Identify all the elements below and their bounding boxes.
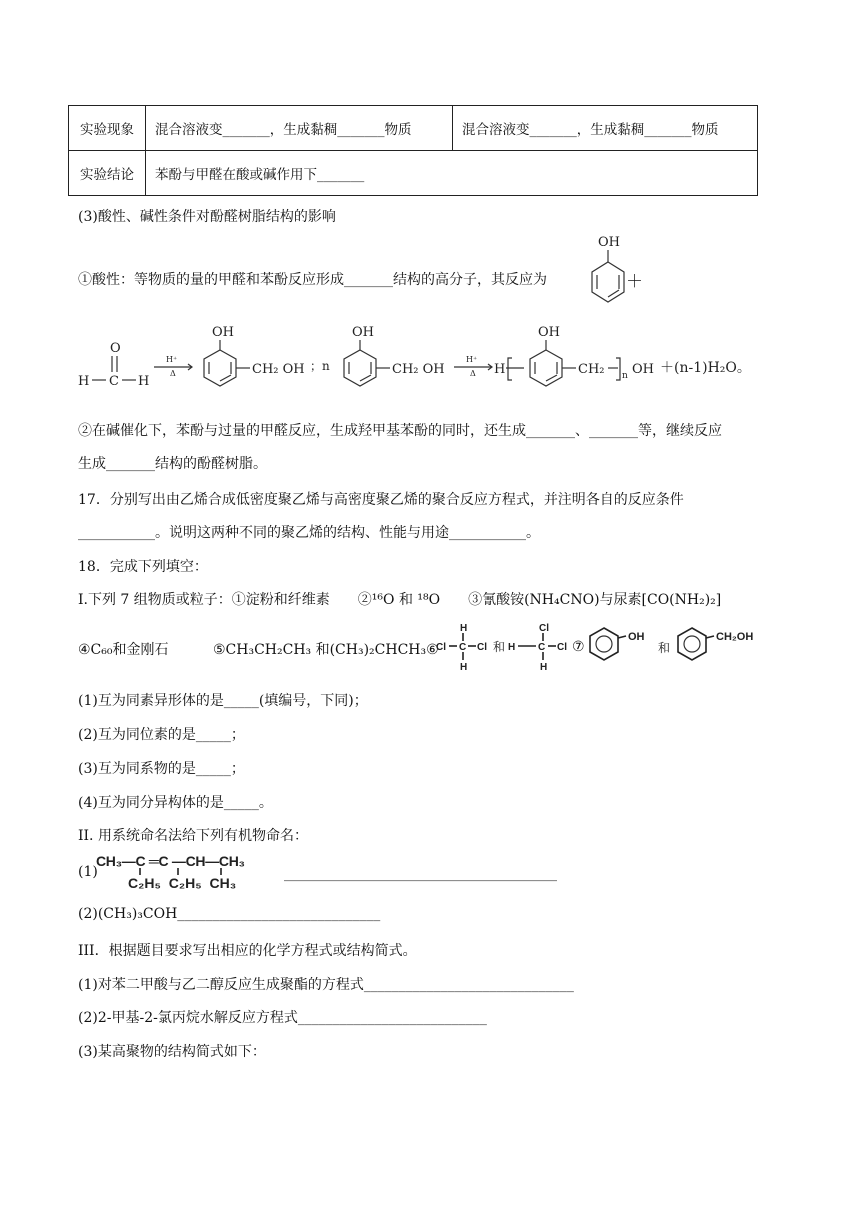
table-cell: 混合溶液变_______，生成黏稠_______物质 (453, 106, 758, 151)
formaldehyde-h-right: H (138, 374, 150, 389)
delta-label: Δ (470, 369, 476, 378)
experiment-table (68, 105, 758, 196)
struct-oh: OH (628, 631, 645, 643)
table-cell: 混合溶液变_______，生成黏稠_______物质 (146, 106, 453, 151)
q17-line2: ___________。说明这两种不同的聚乙烯的结构、性能与用途___________。 (78, 525, 540, 541)
struct-ch2oh: CH₂OH (716, 631, 754, 643)
part2-title: II. 用系统命名法给下列有机物命名： (78, 828, 308, 844)
struct-h: H (508, 642, 516, 653)
section-heading: (3)酸性、碱性条件对酚醛树脂结构的影响 (78, 209, 336, 225)
struct-cl: Cl (557, 642, 567, 653)
base-text-line2: 生成_______结构的酚醛树脂。 (78, 456, 267, 472)
q18-sub3: (3)互为同系物的是_____； (78, 761, 245, 777)
semicolon-n: ；n (310, 359, 330, 373)
equation-3: (3)某高聚物的结构简式如下： (78, 1044, 266, 1060)
struct-c: C (459, 642, 467, 653)
q18-title: 18．完成下列填空： (78, 559, 208, 575)
acid-text: ①酸性：等物质的量的甲醛和苯酚反应形成_______结构的高分子，其反应为 (78, 272, 547, 288)
part3-title: III．根据题目要求写出相应的化学方程式或结构简式。 (78, 943, 417, 959)
water-product: ＋(n-1)H₂O。 (660, 360, 751, 376)
oh-label: OH (352, 325, 374, 340)
table-cell: 苯酚与甲醛在酸或碱作用下_______ (146, 151, 758, 196)
formaldehyde-h-left: H (78, 374, 90, 389)
oh-label: OH (598, 235, 620, 250)
poly-oh: OH (632, 362, 654, 377)
row-header-conclusion: 实验结论 (69, 151, 146, 196)
struct-h: H (540, 662, 548, 673)
formaldehyde-o: O (110, 341, 121, 356)
delta-label: Δ (170, 369, 176, 378)
phenol-benzylalcohol-structure-icon (586, 622, 766, 666)
oh-label: OH (212, 325, 234, 340)
struct-cl: Cl (436, 642, 446, 653)
alkene-top: CH₃—C ═C —CH—CH₃ (96, 853, 245, 869)
naming-1-blank[interactable]: _______________________________________ (284, 866, 557, 882)
table-row (69, 151, 758, 196)
row-header-phenomenon: 实验现象 (69, 106, 146, 151)
ch2oh-label: CH₂ OH (252, 362, 305, 377)
alkene-bottom: C₂H₅ C₂H₅ CH₃ (128, 875, 237, 891)
q18-sub4: (4)互为同分异构体的是_____。 (78, 795, 273, 811)
struct-c: C (538, 642, 546, 653)
plus-sign: ＋ (626, 272, 643, 292)
item-7: ⑦ (572, 639, 585, 655)
item-4: ④C₆₀和金刚石 (78, 642, 169, 658)
struct-cl: Cl (477, 642, 487, 653)
table-row (69, 106, 758, 151)
and-word: 和 (658, 641, 671, 655)
struct-h: H (460, 623, 468, 634)
struct-h: H (460, 662, 468, 673)
and-word: 和 (493, 640, 506, 654)
naming-2: (2)(CH₃)₃COH_____________________________ (78, 906, 381, 922)
equation-2: (2)2-甲基-2-氯丙烷水解反应方程式___________________________ (78, 1010, 487, 1026)
svg-text:C: C (109, 374, 119, 389)
poly-ch2: CH₂ (578, 362, 605, 377)
catalyst-label: H⁺ (166, 355, 178, 364)
q18-sub1: (1)互为同素异形体的是_____(填编号，下同)； (78, 693, 368, 709)
poly-n: n (622, 371, 628, 381)
struct-cl: Cl (539, 623, 549, 634)
q18-sub2: (2)互为同位素的是_____； (78, 727, 245, 743)
alkene-structure-icon (96, 848, 286, 892)
base-text-line1: ②在碱催化下，苯酚与过量的甲醛反应，生成羟甲基苯酚的同时，还生成_______、_______等，继续反应 (78, 423, 722, 439)
poly-h: H (494, 362, 506, 377)
dichloromethane-structure-icon (436, 620, 576, 676)
oh-label: OH (538, 325, 560, 340)
item-5: ⑤CH₃CH₂CH₃ 和(CH₃)₂CHCH₃⑥ (213, 642, 439, 658)
ch2oh-label: CH₂ OH (392, 362, 445, 377)
q18-part1-intro: I.下列 7 组物质或粒子：①淀粉和纤维素 ②¹⁶O 和 ¹⁸O ③氰酸铵(NH₄CNO)与尿素[CO(NH₂)₂] (78, 592, 722, 608)
q17-line1: 17．分别写出由乙烯合成低密度聚乙烯与高密度聚乙烯的聚合反应方程式，并注明各自的反应条件 (78, 492, 684, 508)
naming-1-label: (1) (78, 864, 98, 880)
equation-1: (1)对苯二甲酸与乙二醇反应生成聚酯的方程式______________________________ (78, 977, 574, 993)
reaction-scheme (78, 318, 758, 398)
catalyst-label: H⁺ (466, 355, 478, 364)
